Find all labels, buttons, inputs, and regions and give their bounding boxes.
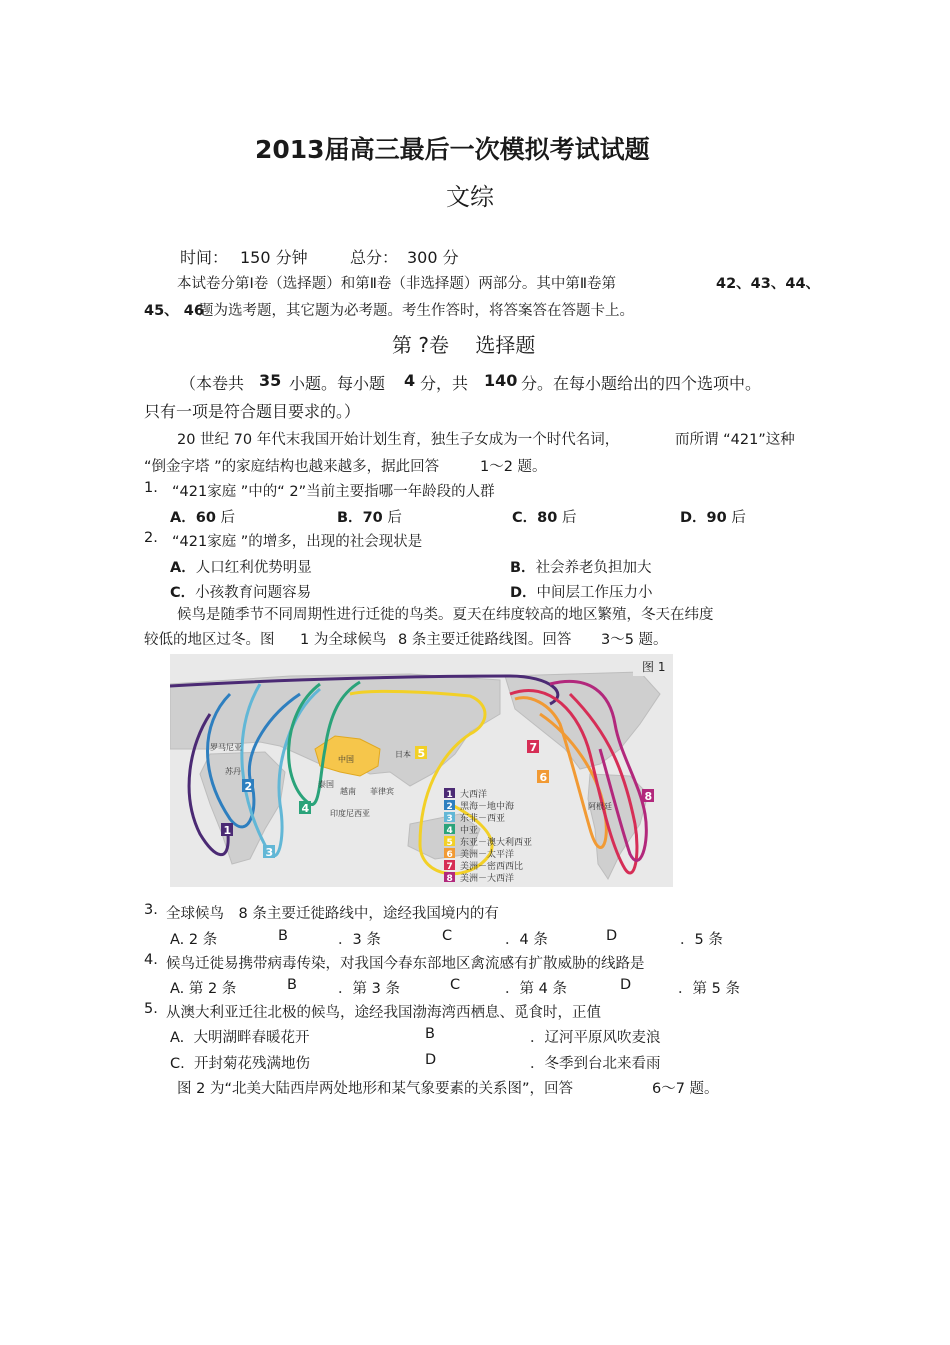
passage1-range: 1～2 题。: [480, 459, 547, 475]
q3-option-b-text: ．3 条: [338, 932, 381, 948]
place-label-thailand: 泰国: [318, 780, 334, 789]
passage2-line2-a: 较低的地区过冬。图: [144, 632, 275, 648]
intro-line1: 本试卷分第Ⅰ卷（选择题）和第Ⅱ卷（非选择题）两部分。其中第Ⅱ卷第: [177, 276, 617, 292]
q1-stem: “421家庭 ”中的“ 2”当前主要指哪一年龄段的人群: [172, 484, 495, 500]
time-label: 时间：: [180, 248, 229, 267]
q5-stem: 从澳大利亚迁往北极的候鸟，途经我国渤海湾西栖息、觅食时，正值: [166, 1005, 601, 1021]
legend-1-text: 大西洋: [460, 790, 488, 800]
q3-option-c-text: ．4 条: [505, 932, 548, 948]
q4-number: 4.: [144, 952, 158, 968]
legend-3-text: 东非－西亚: [460, 814, 506, 824]
legend-2-num: 2: [446, 802, 453, 812]
legend-7-num: 7: [446, 862, 453, 872]
section-note-a: （本卷共: [180, 374, 245, 393]
q4-option-c-text: ．第 4 条: [505, 981, 567, 997]
legend-6-num: 6: [446, 850, 453, 860]
place-label-philippines: 菲律宾: [370, 787, 394, 796]
migration-map-svg: [170, 654, 673, 887]
section-title: 第 ?卷 选择题: [392, 333, 536, 357]
q2-number: 2.: [144, 530, 158, 546]
q3-option-a[interactable]: A. 2 条: [170, 932, 218, 948]
section-note-b: 小题。每小题: [289, 374, 386, 393]
q3-stem: 全球候鸟 8 条主要迁徙路线中，途经我国境内的有: [166, 906, 499, 922]
q5-option-c[interactable]: C. 开封菊花残满地伤: [170, 1056, 310, 1072]
q4-option-b-key[interactable]: B: [287, 977, 297, 993]
legend-6-text: 美洲－太平洋: [460, 850, 515, 860]
q2-option-c[interactable]: C．小孩教育问题容易: [170, 585, 312, 601]
place-label-argentina: 阿根廷: [588, 802, 612, 811]
legend-1-num: 1: [446, 790, 453, 800]
exam-subtitle: 文综: [446, 183, 494, 211]
q4-option-d-key[interactable]: D: [620, 977, 632, 993]
q3-option-d-key[interactable]: D: [606, 928, 618, 944]
legend-4-num: 4: [446, 826, 453, 836]
place-label-romania: 罗马尼亚: [210, 743, 242, 752]
q3-option-b-key[interactable]: B: [278, 928, 288, 944]
q2-stem: “421家庭 ”的增多，出现的社会现状是: [172, 534, 423, 550]
route-marker-4-text: 4: [301, 802, 310, 815]
route-marker-8-text: 8: [644, 790, 653, 803]
q1-number: 1.: [144, 480, 158, 496]
legend-item-8: [444, 872, 514, 884]
legend-item-4: [444, 824, 478, 836]
legend-item-1: [444, 788, 487, 800]
score-label: 总分：: [350, 248, 399, 267]
q2-option-a[interactable]: A．人口红利优势明显: [170, 560, 312, 576]
passage2-line1: 候鸟是随季节不同周期性进行迁徙的鸟类。夏天在纬度较高的地区繁殖，冬天在纬度: [177, 607, 714, 623]
legend-2-text: 黑海－地中海: [460, 802, 515, 812]
section-note-140: 140: [484, 371, 518, 390]
place-label-sudan: 苏丹: [225, 767, 241, 776]
route-marker-3-text: 3: [265, 846, 274, 859]
section-note-35: 35: [259, 371, 282, 390]
q4-option-b-text: ．第 3 条: [338, 981, 400, 997]
passage3-range: 6～7 题。: [652, 1081, 719, 1097]
q1-option-c[interactable]: C．80 后: [512, 510, 577, 526]
passage1-line1-b: 而所谓 “421”这种: [675, 432, 795, 448]
route-marker-7-text: 7: [529, 741, 538, 754]
legend-8-num: 8: [446, 874, 453, 884]
q4-option-c-key[interactable]: C: [450, 977, 461, 993]
q3-number: 3.: [144, 902, 158, 918]
passage2-line2-d: 3～5 题。: [601, 632, 668, 648]
q1-option-d[interactable]: D．90 后: [680, 510, 746, 526]
legend-7-text: 美洲－密西西比: [460, 862, 524, 872]
route-marker-1-text: 1: [223, 824, 232, 837]
q3-option-c-key[interactable]: C: [442, 928, 453, 944]
intro-line2: 题为选考题，其它题为必考题。考生作答时，将答案答在答题卡上。: [199, 303, 634, 319]
legend-item-6: [444, 848, 514, 860]
place-label-vietnam: 越南: [340, 787, 356, 796]
q1-option-a[interactable]: A．60 后: [170, 510, 236, 526]
score-value: 300 分: [407, 248, 459, 267]
landmass-north-america: [505, 672, 660, 769]
figure-label: 图 1: [642, 660, 666, 674]
passage2-line2-b: 1 为全球候鸟: [300, 632, 387, 648]
route-marker-2-text: 2: [244, 780, 253, 793]
q5-number: 5.: [144, 1001, 158, 1017]
passage1-line2: “倒金字塔 ”的家庭结构也越来越多，据此回答: [144, 459, 440, 475]
legend-3-num: 3: [446, 814, 453, 824]
legend-5-text: 东亚－澳大利西亚: [460, 838, 533, 848]
passage1-line1: 20 世纪 70 年代末我国开始计划生育，独生子女成为一个时代名词，: [177, 432, 620, 448]
q5-option-b-key[interactable]: B: [425, 1026, 435, 1042]
place-label-indonesia: 印度尼西亚: [330, 809, 370, 818]
q5-option-d-key[interactable]: D: [425, 1052, 437, 1068]
route-marker-6-text: 6: [539, 771, 548, 784]
section-note-d: 分。在每小题给出的四个选项中。: [521, 374, 762, 393]
q4-stem: 候鸟迁徙易携带病毒传染，对我国今春东部地区禽流感有扩散威胁的线路是: [166, 956, 645, 972]
legend-item-2: [444, 800, 514, 812]
passage3-line: 图 2 为“北美大陆西岸两处地形和某气象要素的关系图”，回答: [177, 1081, 573, 1097]
migration-map-figure: [170, 654, 673, 887]
q5-option-d-text: ．冬季到台北来看雨: [530, 1056, 661, 1072]
route-marker-5-text: 5: [417, 747, 426, 760]
legend-4-text: 中亚: [460, 826, 479, 836]
legend-item-7: [444, 860, 523, 872]
section-note-c: 分，共: [420, 374, 469, 393]
q1-option-b[interactable]: B．70 后: [337, 510, 402, 526]
q2-option-d[interactable]: D．中间层工作压力小: [510, 585, 653, 601]
passage2-line2-c: 8 条主要迁徙路线图。回答: [398, 632, 572, 648]
section-note-4: 4: [404, 371, 416, 390]
place-label-china: 中国: [338, 755, 354, 764]
exam-title: 2013届高三最后一次模拟考试试题: [255, 135, 650, 164]
q5-option-a[interactable]: A. 大明湖畔春暖花开: [170, 1030, 310, 1046]
q2-option-b[interactable]: B．社会养老负担加大: [510, 560, 652, 576]
q4-option-d-text: ．第 5 条: [678, 981, 740, 997]
q4-option-a[interactable]: A. 第 2 条: [170, 981, 237, 997]
section-note-line2: 只有一项是符合题目要求的。）: [144, 402, 361, 421]
legend-8-text: 美洲－大西洋: [460, 874, 515, 884]
q3-option-d-text: ．5 条: [680, 932, 723, 948]
q5-option-b-text: ．辽河平原风吹麦浪: [530, 1030, 661, 1046]
time-value: 150 分钟: [240, 248, 308, 267]
intro-line2-nums: 45、 46: [144, 303, 204, 319]
place-label-japan: 日本: [395, 750, 411, 759]
intro-line1-nums: 42、43、44、: [716, 276, 821, 292]
legend-5-num: 5: [446, 838, 453, 848]
